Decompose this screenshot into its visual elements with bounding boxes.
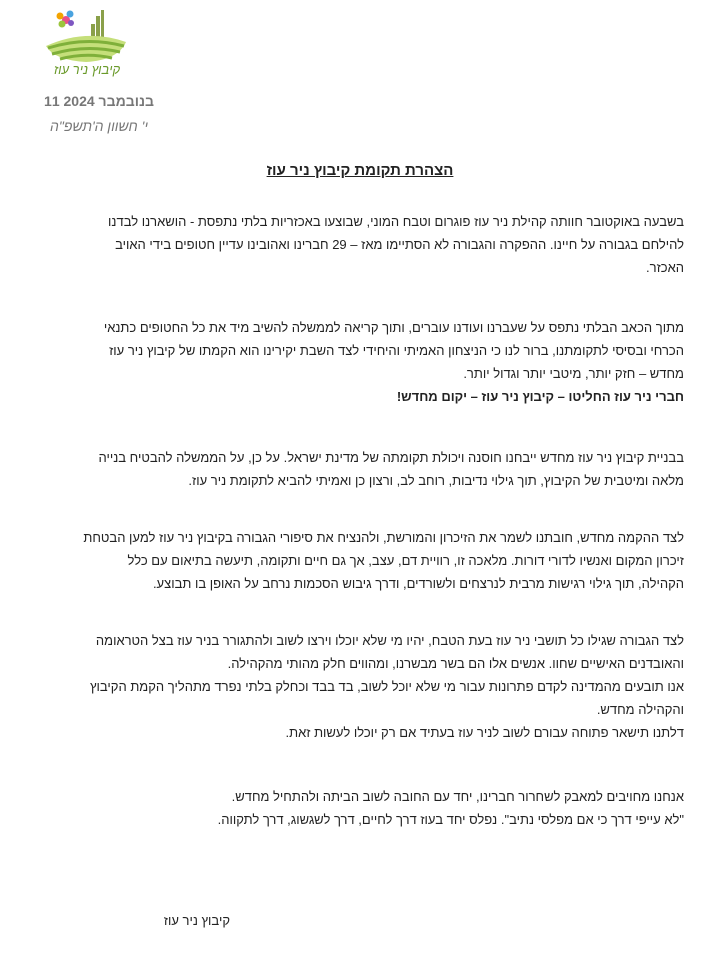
paragraph-1 [36,210,684,279]
hebrew-date: י' חשוון ה'תשפ"ה [50,118,148,134]
text-line: מתוך הכאב הבלתי נתפס על שעברנו ועודנו עוברים, ותוך קריאה לממשלה להשיב מיד את כל החטופים כתנאי [103,320,684,335]
text-line: דלתנו תישאר פתוחה עבורם לשוב לניר עוז בעתיד אם רק יוכלו לעשות זאת. [285,725,684,740]
text-line: אנחנו מחויבים למאבק לשחרור חברינו, יחד עם החובה לשוב הביתה ולהתחיל מחדש. [231,789,684,804]
text-line: זיכרון המקום ואנשיו לדורי דורות. מלאכה זו, רוויית דם, עצב, אך גם חיים ותקומה, תיעשה בתיאום עם כלל [127,553,684,568]
paragraph-6 [36,785,684,831]
text-line: לצד הגבורה שגילו כל תושבי ניר עוז בעת הטבח, יהיו מי שלא יוכלו וירצו לשוב ולהתגורר בניר עוז בצל הטראומה [95,633,684,648]
text-line: האכזר. [646,260,684,275]
text-line: הכרחי ובסיסי לתקומתנו, ברור לנו כי הניצחון האמיתי והיחידי לצד השבת יקירינו הוא הקמתו של קיבוץ ניר עוז [109,343,684,358]
paragraph-5 [36,629,684,744]
text-line: מלאה ומיטבית של הקיבוץ, תוך גילוי נדיבות, רוחב לב, ורצון כן ואמיתי להביא לתקומת ניר עוז. [188,473,684,488]
decision-statement: חברי ניר עוז החליטו – קיבוץ ניר עוז – יקום מחדש! [396,389,684,404]
signature: קיבוץ ניר עוז [163,913,230,928]
text-line: אנו תובעים מהמדינה לקדם פתרונות עבור מי שלא יוכל לשוב, בד בבד וכחלק בלתי נפרד מתהליך הקמת הקיבוץ [89,679,684,694]
document-title: הצהרת תקומת קיבוץ ניר עוז [266,162,454,179]
paragraph-4 [36,526,684,595]
text-line: לצד ההקמה מחדש, חובתנו לשמר את הזיכרון והמורשת, ולהנציח את סיפורי הגבורה בקיבוץ ניר עוז למען הבטחת [83,530,684,545]
text-line: והאובדנים האישיים שחוו. אנשים אלו הם בשר מבשרנו, ומהווים חלק מהותי מהקהילה. [227,656,684,671]
paragraph-2 [36,316,684,408]
paragraph-3 [36,446,684,492]
gregorian-date: 11 בנובמבר 2024 [44,93,154,109]
text-line: והקהילה מחדש. [596,702,684,717]
text-line: בבניית קיבוץ ניר עוז מחדש ייבחנו חוסנה ויכולת תקומתה של מדינת ישראל. על כן, על הממשלה להבטיח בנייה [98,450,684,465]
text-line: בשבעה באוקטובר חוותה קהילת ניר עוז פוגרום וטבח המוני, שבוצעו באכזריות בלתי נתפסת - הושארנו לבדנו [108,214,684,229]
text-line: מחדש – חזק יותר, מיטבי יותר וגדול יותר. [463,366,684,381]
logo-caption: קיבוץ ניר עוז [53,62,121,77]
text-line: הקהילה, תוך גילוי רגישות מרבית לנרצחים ולשורדים, ודרך גיבוש הסכמות נרחב על האופן בו תבוצע. [152,576,684,591]
text-line: להילחם בגבורה על חיינו. ההפקרה והגבורה לא הסתיימו מאז – 29 חברינו ואהובינו עדיין חטופים בידי האויב [115,237,684,252]
text-line: "לא עייפי דרך כי אם מפלסי נתיב". נפלס יחד בעוז דרך לחיים, דרך לשגשוג, דרך לתקווה. [217,812,684,827]
